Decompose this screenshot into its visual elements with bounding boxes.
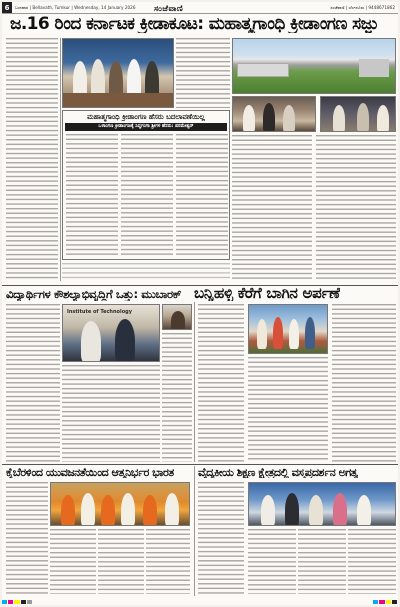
box-title: ಮಹಾತ್ಮಗಾಂಧಿ ಕ್ರೀಡಾಂಗಣ ಹೆಸರು ಬದಲಾವಣೆಯಿಲ್ಲ bbox=[87, 113, 205, 121]
stadium-photo bbox=[232, 38, 396, 94]
box-column bbox=[176, 134, 228, 258]
printer-color-bar bbox=[2, 599, 398, 605]
lake-headline: ಬನ್ನಿಹಳ್ಳಿ ಕೆರೆಗೆ ಬಾಗಿನ ಅರ್ಪಣೆ bbox=[194, 286, 340, 301]
portrait-photo bbox=[162, 304, 192, 330]
institute-photo bbox=[62, 304, 160, 362]
article-column bbox=[6, 38, 58, 281]
box-column bbox=[121, 134, 173, 258]
article-column bbox=[176, 38, 230, 108]
article-column bbox=[146, 529, 190, 594]
article-column bbox=[232, 135, 312, 281]
youth-headline: ಕೈಬೆರಳಿಂದ ಯುವಜನತೆಯಿಂದ ಆತ್ಮನಿರ್ಭರ ಭಾರತ bbox=[6, 467, 174, 478]
article-column bbox=[98, 529, 144, 594]
sidebar-box bbox=[62, 110, 230, 260]
article-column bbox=[62, 365, 160, 462]
article-column bbox=[50, 529, 96, 594]
newspaper-logo: ಸಂಜೆವಾಣಿ bbox=[154, 3, 184, 13]
box-subtitle: ಒಳಾಂಗಣ ಕ್ರೀಡಾಂಗಣಕ್ಕೆ ಸಿದ್ದಗಂಗಾ ಶ್ರೀಗಳ ಹೆಸರು: ಪರಮೇಶ್ವರ್ bbox=[65, 123, 227, 131]
masthead bbox=[2, 2, 398, 14]
meeting-photo bbox=[320, 96, 396, 132]
main-headline: ಜ.16 ರಿಂದ ಕರ್ನಾಟಕ ಕ್ರೀಡಾಕೂಟ: ಮಹಾತ್ಮಗಾಂಧಿ ಕ್ರೀಡಾಂಗಣ ಸಜ್ಜು bbox=[10, 16, 378, 33]
article-column bbox=[298, 529, 346, 594]
masthead-dateline: ಬುಧವಾರ | Bellavath, Tumkur | Wednesday, 14 January 2026 bbox=[15, 5, 136, 10]
medical-headline: ವೈದ್ಯಕೀಯ ಶಿಕ್ಷಣ ಕ್ಷೇತ್ರದಲ್ಲಿ ವಸ್ತ್ರಪ್ರದರ್ಶನ ಅಗತ್ಯ bbox=[198, 467, 358, 478]
newspaper-page bbox=[2, 2, 398, 605]
photo-sign-text: Institute of Technology bbox=[67, 309, 132, 315]
skills-headline: ವಿದ್ಯಾರ್ಥಿಗಳ ಕೌಶಲ್ಯಾಭಿವೃದ್ಧಿಗೆ ಒತ್ತು: ಮುಬಾರಕ್ bbox=[6, 289, 182, 301]
page-number: 6 bbox=[2, 2, 12, 13]
column-divider bbox=[194, 466, 195, 596]
article-column bbox=[198, 482, 244, 594]
column-divider bbox=[60, 38, 61, 281]
stage-event-photo bbox=[50, 482, 190, 526]
section-divider bbox=[2, 464, 398, 465]
officials-photo bbox=[232, 96, 316, 132]
article-column bbox=[62, 263, 230, 281]
article-column bbox=[198, 304, 244, 462]
masthead-contact: ಸಂಜೆವಾಣಿ | ಬೆಂಗಳೂರು | 9448671862 bbox=[330, 5, 395, 10]
article-column bbox=[6, 304, 60, 462]
article-column bbox=[248, 529, 296, 594]
article-column bbox=[6, 482, 48, 594]
medical-event-photo bbox=[248, 482, 396, 526]
article-column bbox=[332, 304, 396, 462]
article-column bbox=[348, 529, 396, 594]
article-column bbox=[162, 333, 192, 462]
press-meet-photo bbox=[62, 38, 174, 108]
article-column bbox=[316, 135, 396, 281]
box-column bbox=[66, 134, 118, 258]
column-divider bbox=[194, 302, 195, 462]
article-column bbox=[248, 357, 328, 462]
lake-offering-photo bbox=[248, 304, 328, 354]
